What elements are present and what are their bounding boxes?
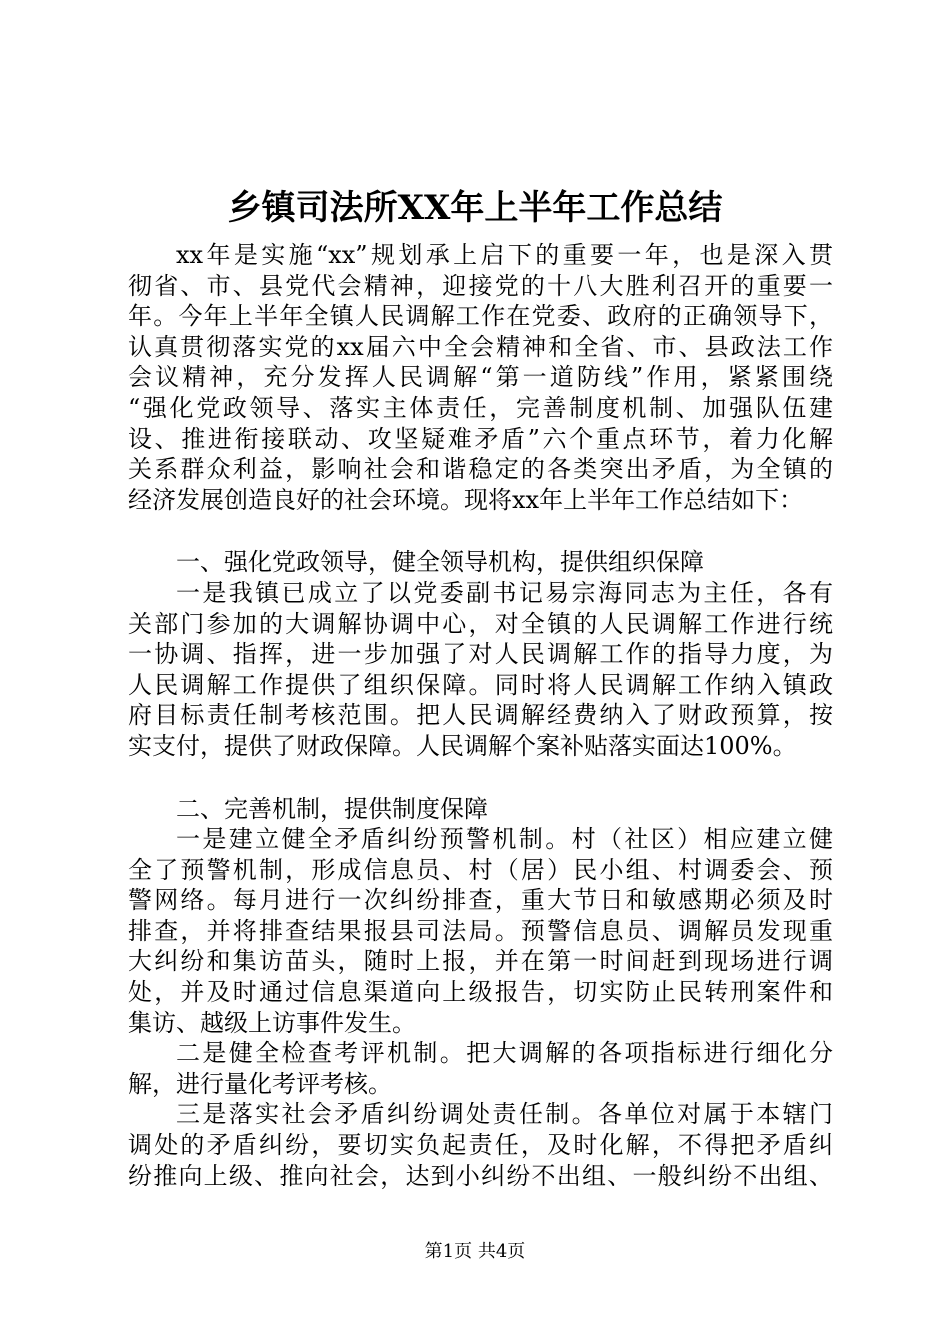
section-line: 纷推向上级、推向社会，达到小纠纷不出组、一般纠纷不出组、 <box>128 1161 833 1190</box>
document-title: 乡镇司法所XX年上半年工作总结 <box>227 188 723 228</box>
section-line: 处，并及时通过信息渠道向上级报告，切实防止民转刑案件和 <box>128 978 833 1007</box>
intro-line: xx年是实施“xx”规划承上启下的重要一年，也是深入贯 <box>176 241 833 269</box>
section-line: 关部门参加的大调解协调中心，对全镇的人民调解工作进行统 <box>128 609 833 638</box>
section-line: 实支付，提供了财政保障。人民调解个案补贴落实面达100%。 <box>128 731 797 760</box>
section-line: 二是健全检查考评机制。把大调解的各项指标进行细化分 <box>176 1039 833 1068</box>
section-line: 一是建立健全矛盾纠纷预警机制。村（社区）相应建立健 <box>176 825 833 854</box>
section-line: 人民调解工作提供了组织保障。同时将人民调解工作纳入镇政 <box>128 670 833 699</box>
section-line: 大纠纷和集访苗头，随时上报，并在第一时间赶到现场进行调 <box>128 947 833 976</box>
section-line: 全了预警机制，形成信息员、村（居）民小组、村调委会、预 <box>128 855 833 884</box>
section-line: 府目标责任制考核范围。把人民调解经费纳入了财政预算，按 <box>128 701 833 730</box>
intro-line: 设、推进衔接联动、攻坚疑难矛盾”六个重点环节，着力化解 <box>128 424 833 453</box>
paragraph-gap <box>128 762 833 794</box>
intro-line: 年。今年上半年全镇人民调解工作在党委、政府的正确领导下， <box>128 302 833 331</box>
section-heading: 一、强化党政领导，健全领导机构，提供组织保障 <box>176 548 704 577</box>
intro-line: 认真贯彻落实党的xx届六中全会精神和全省、市、县政法工作 <box>128 332 833 361</box>
section-line: 警网络。每月进行一次纠纷排查，重大节日和敏感期必须及时 <box>128 886 833 915</box>
section-line: 调处的矛盾纠纷，要切实负起责任，及时化解，不得把矛盾纠 <box>128 1131 833 1160</box>
section-line: 集访、越级上访事件发生。 <box>128 1008 416 1037</box>
page-footer: 第1页 共4页 <box>424 1241 526 1262</box>
section-line: 排查，并将排查结果报县司法局。预警信息员、调解员发现重 <box>128 916 833 945</box>
intro-line: 关系群众利益，影响社会和谐稳定的各类突出矛盾，为全镇的 <box>128 455 833 484</box>
intro-line: 彻省、市、县党代会精神，迎接党的十八大胜利召开的重要一 <box>128 271 833 300</box>
intro-line: 会议精神，充分发挥人民调解“第一道防线”作用，紧紧围绕 <box>128 363 833 392</box>
section-heading: 二、完善机制，提供制度保障 <box>176 794 488 823</box>
section-line: 一协调、指挥，进一步加强了对人民调解工作的指导力度，为 <box>128 640 833 669</box>
section-line: 一是我镇已成立了以党委副书记易宗海同志为主任，各有 <box>176 578 833 607</box>
section-line: 解，进行量化考评考核。 <box>128 1069 392 1098</box>
paragraph-gap <box>128 515 833 547</box>
intro-line: 经济发展创造良好的社会环境。现将xx年上半年工作总结如下： <box>128 485 804 514</box>
section-line: 三是落实社会矛盾纠纷调处责任制。各单位对属于本辖门 <box>176 1100 833 1129</box>
intro-line: “强化党政领导、落实主体责任，完善制度机制、加强队伍建 <box>128 393 833 422</box>
document-body <box>128 240 833 1191</box>
